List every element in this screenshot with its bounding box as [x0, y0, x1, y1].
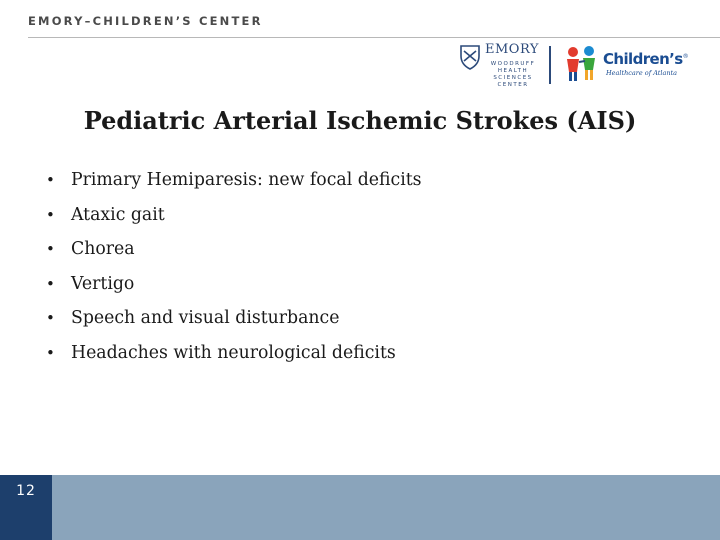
bullet-dot: • [46, 171, 55, 189]
bullet-text: Speech and visual disturbance [71, 308, 340, 328]
bullet-text: Ataxic gait [71, 204, 165, 225]
registered-mark: ® [682, 53, 688, 60]
emory-sub-line: WOODRUFF [490, 61, 536, 67]
emory-logo [455, 42, 537, 92]
bullet-text: Primary Hemiparesis: new focal deficits [71, 170, 422, 190]
page-number: 12 [16, 483, 36, 499]
emory-wordmark: EMORY [485, 42, 539, 57]
emory-sub-line: CENTER [497, 82, 529, 88]
bullet-list [46, 163, 422, 370]
list-item [46, 267, 422, 302]
childrens-kids-icon [563, 44, 603, 84]
header-divider [28, 37, 720, 38]
list-item [46, 163, 422, 198]
bullet-dot: • [46, 309, 55, 327]
page-number-box [0, 475, 52, 540]
bullet-dot: • [46, 274, 55, 293]
emory-sub-line: SCIENCES [493, 75, 533, 81]
emory-sub-line: HEALTH [497, 68, 529, 74]
childrens-subline: Healthcare of Atlanta [606, 69, 678, 77]
bullet-dot: • [46, 205, 55, 224]
logo-divider [549, 46, 551, 84]
childrens-logo [563, 44, 695, 88]
logo-area [455, 42, 695, 92]
list-item [46, 301, 422, 336]
list-item [46, 336, 422, 371]
list-item [46, 198, 422, 233]
list-item [46, 232, 422, 267]
bullet-text: Headaches with neurological deficits [71, 342, 396, 363]
bullet-text: Chorea [71, 239, 135, 259]
header-title: EMORY–CHILDREN’S CENTER [28, 14, 263, 28]
bullet-dot: • [46, 343, 55, 362]
footer-bar [0, 475, 720, 540]
slide-title: Pediatric Arterial Ischemic Strokes (AIS) [83, 106, 637, 135]
bullet-text: Vertigo [71, 273, 135, 294]
bullet-dot: • [46, 240, 55, 258]
emory-shield-icon [459, 44, 481, 70]
childrens-wordmark: Children’s® [603, 50, 688, 68]
